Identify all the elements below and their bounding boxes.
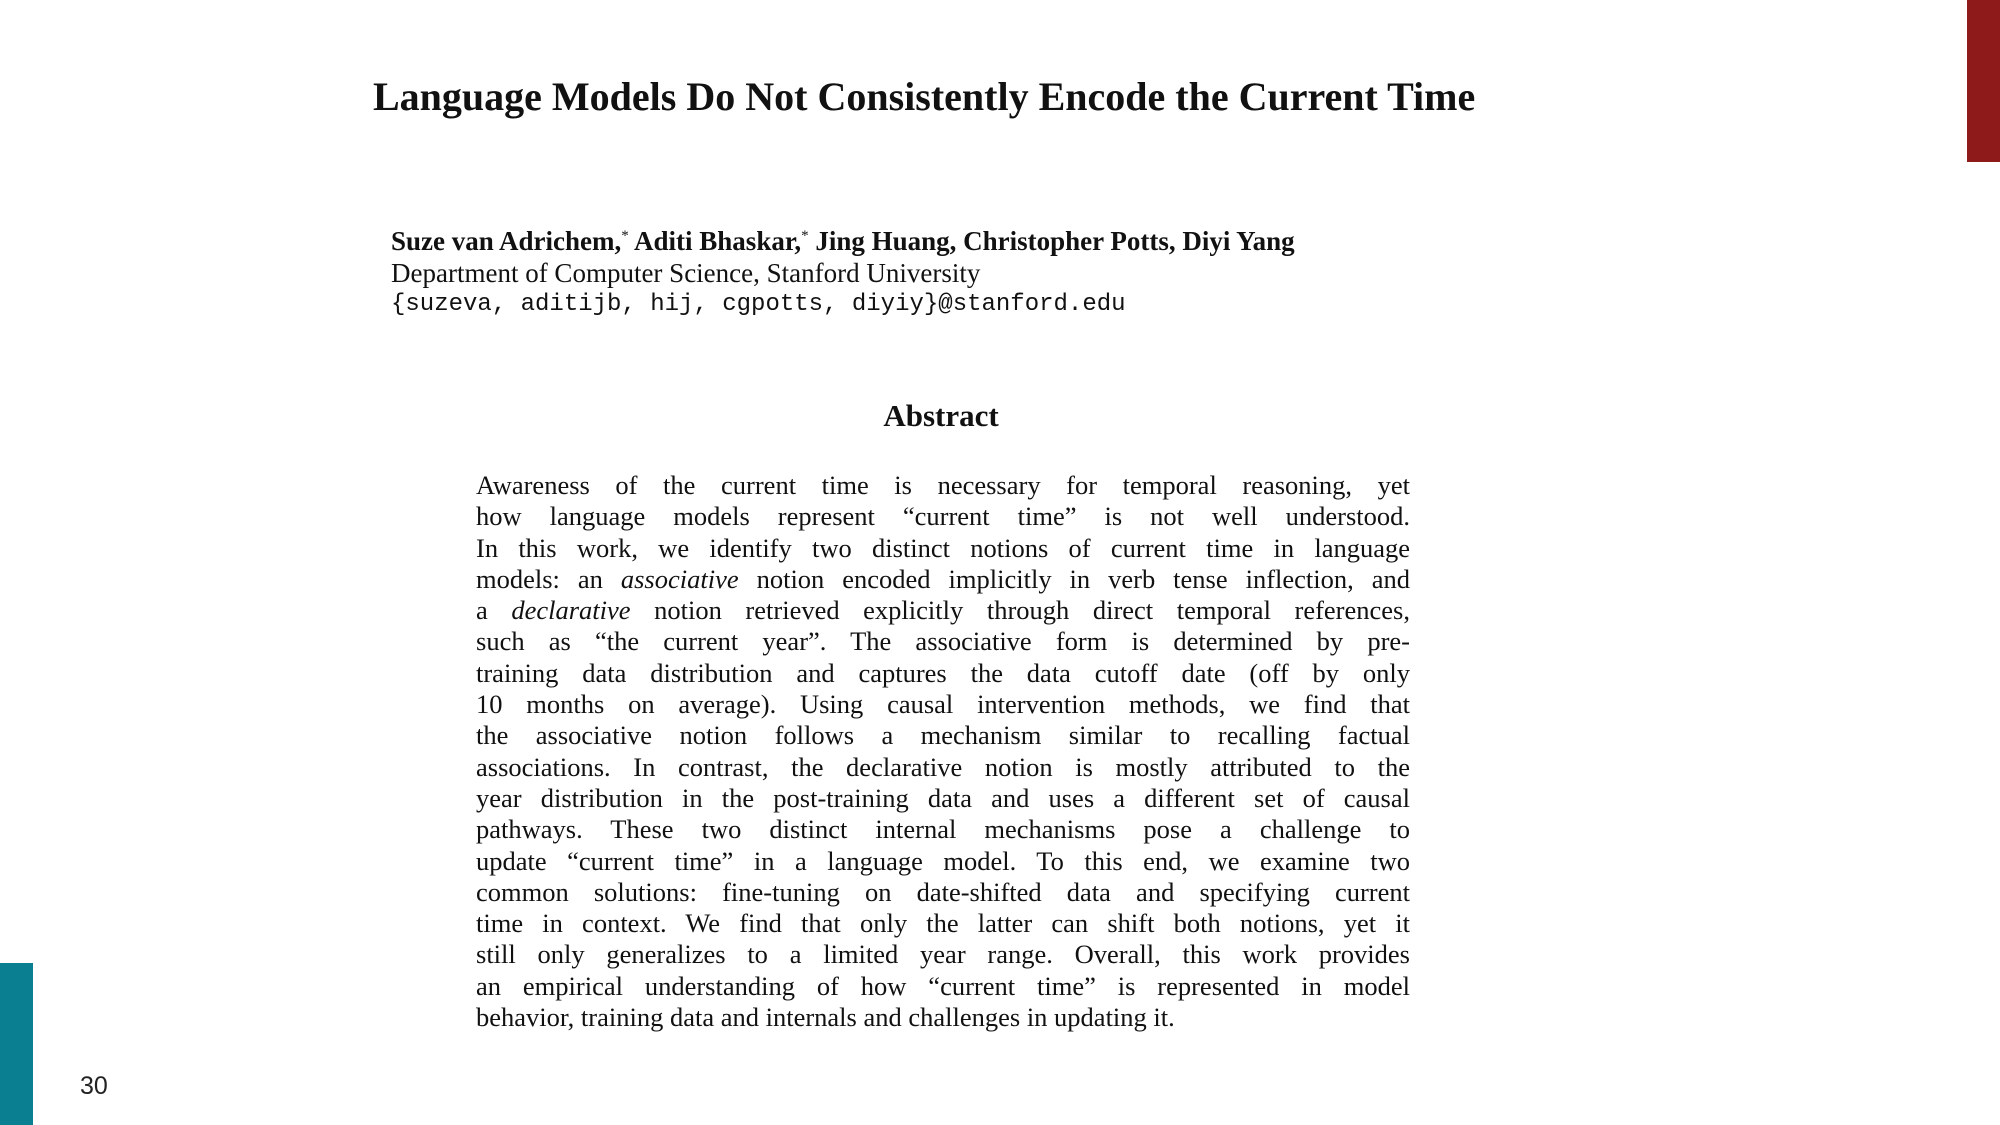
abstract-line: In this work, we identify two distinct notions of current time in language — [476, 532, 1410, 563]
abstract-line: Awareness of the current time is necessary for temporal reasoning, yet — [476, 470, 1410, 500]
paper-title: Language Models Do Not Consistently Encode the Current Time — [373, 74, 1476, 119]
abstract-line: an empirical understanding of how “current time” is represented in model — [476, 970, 1410, 1001]
abstract-line: common solutions: fine-tuning on date-shifted data and specifying current — [476, 876, 1410, 907]
abstract-line: year distribution in the post-training data and uses a different set of causal — [476, 782, 1410, 813]
abstract-line: update “current time” in a language model. To this end, we examine two — [476, 845, 1410, 876]
author-block — [391, 220, 1511, 321]
abstract-line: training data distribution and captures the data cutoff date (off by only — [476, 657, 1410, 688]
abstract-line: 10 months on average). Using causal intervention methods, we find that — [476, 689, 1410, 720]
affiliation: Department of Computer Science, Stanford University — [391, 258, 981, 288]
abstract-line: pathways. These two distinct internal mechanisms pose a challenge to — [476, 814, 1410, 845]
abstract-body — [476, 470, 1410, 1033]
author-1-mark: * — [621, 228, 629, 244]
accent-bar-bottom-left — [0, 963, 33, 1125]
abstract-line: a declarative notion retrieved explicitly through direct temporal references, — [476, 595, 1410, 626]
abstract-line: still only generalizes to a limited year range. Overall, this work provides — [476, 939, 1410, 970]
author-emails: {suzeva, aditijb, hij, cgpotts, diyiy}@stanford.edu — [391, 291, 1126, 318]
abstract-line: time in context. We find that only the latter can shift both notions, yet it — [476, 908, 1410, 939]
abstract-line: how language models represent “current time” is not well understood. — [476, 501, 1410, 532]
author-list — [391, 220, 1511, 257]
author-2: Aditi Bhaskar, — [628, 226, 802, 256]
abstract-heading: Abstract — [883, 398, 999, 433]
accent-bar-top-right — [1967, 0, 2000, 162]
abstract-line: such as “the current year”. The associative form is determined by pre- — [476, 626, 1410, 657]
abstract-line: models: an associative notion encoded implicitly in verb tense inflection, and — [476, 563, 1410, 594]
author-1: Suze van Adrichem, — [391, 226, 622, 256]
abstract-line: the associative notion follows a mechanism similar to recalling factual — [476, 720, 1410, 751]
slide-number: 30 — [80, 1072, 108, 1100]
author-rest: Jing Huang, Christopher Potts, Diyi Yang — [808, 226, 1295, 256]
author-2-mark: * — [801, 228, 809, 244]
abstract-line: associations. In contrast, the declarative notion is mostly attributed to the — [476, 751, 1410, 782]
abstract-line: behavior, training data and internals and challenges in updating it. — [476, 1002, 1175, 1033]
